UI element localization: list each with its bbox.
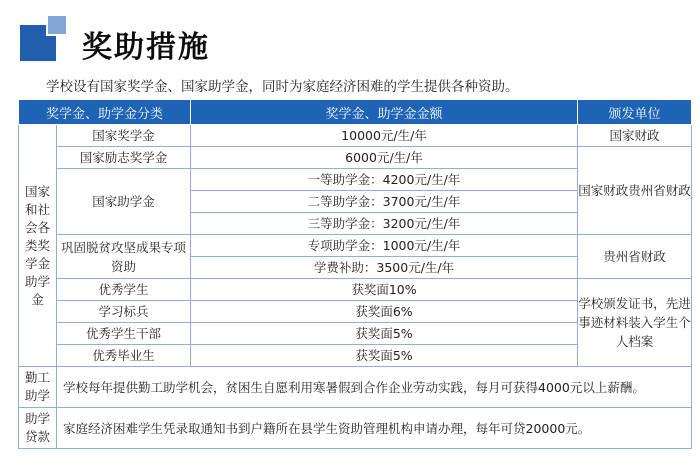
table-row [19,235,692,257]
award-name: 优秀毕业生 [57,345,191,367]
table-header-row [19,100,692,125]
header-category: 奖学金、助学金分类 [19,100,191,125]
award-amount: 获奖面5% [191,345,578,367]
award-name: 巩固脱贫攻坚成果专项资助 [57,235,191,279]
page-title: 奖助措施 [82,30,210,65]
award-amount: 获奖面6% [191,301,578,323]
intro-text: 学校设有国家奖学金、国家助学金，同时为家庭经济困难的学生提供各种资助。 [46,79,519,95]
table-row-loan [19,408,692,449]
work-study-label: 勤工助学 [19,367,57,408]
group-issuer-a: 国家财政贵州省财政 [578,147,692,235]
table-row-work-study [19,367,692,408]
header-issuer: 颁发单位 [578,100,692,125]
award-name: 国家奖学金 [57,125,191,147]
work-study-text: 学校每年提供勤工助学机会，贫困生自愿利用寒暑假到合作企业劳动实践，每月可获得4000元以上薪酬。 [57,367,692,408]
loan-text: 家庭经济困难学生凭录取通知书到户籍所在县学生资助管理机构申请办理，每年可贷20000元。 [57,408,692,449]
award-name: 学习标兵 [57,301,191,323]
award-amount: 获奖面5% [191,323,578,345]
scholarship-table [18,99,692,449]
table-row [19,279,692,301]
table-row [19,147,692,169]
award-name: 国家励志奖学金 [57,147,191,169]
decorative-square-small [46,14,68,36]
award-amount: 专项助学金：1000元/生/年 [191,235,578,257]
award-amount: 二等助学金：3700元/生/年 [191,191,578,213]
table-row [19,125,692,147]
award-name: 优秀学生干部 [57,323,191,345]
header-amount: 奖学金、助学金金额 [191,100,578,125]
award-amount: 10000元/生/年 [191,125,578,147]
award-amount: 三等助学金：3200元/生/年 [191,213,578,235]
group-issuer-b: 学校颁发证书，先进事迹材料装入学生个人档案 [578,279,692,367]
award-amount: 6000元/生/年 [191,147,578,169]
award-amount: 学费补助：3500元/生/年 [191,257,578,279]
award-issuer: 国家财政 [578,125,692,147]
award-issuer: 贵州省财政 [578,235,692,279]
loan-label: 助学贷款 [19,408,57,449]
category-main: 国家和社会各类奖学金助学金 [19,125,57,367]
award-name: 优秀学生 [57,279,191,301]
award-amount: 一等助学金：4200元/生/年 [191,169,578,191]
award-amount: 获奖面10% [191,279,578,301]
award-name: 国家助学金 [57,169,191,235]
